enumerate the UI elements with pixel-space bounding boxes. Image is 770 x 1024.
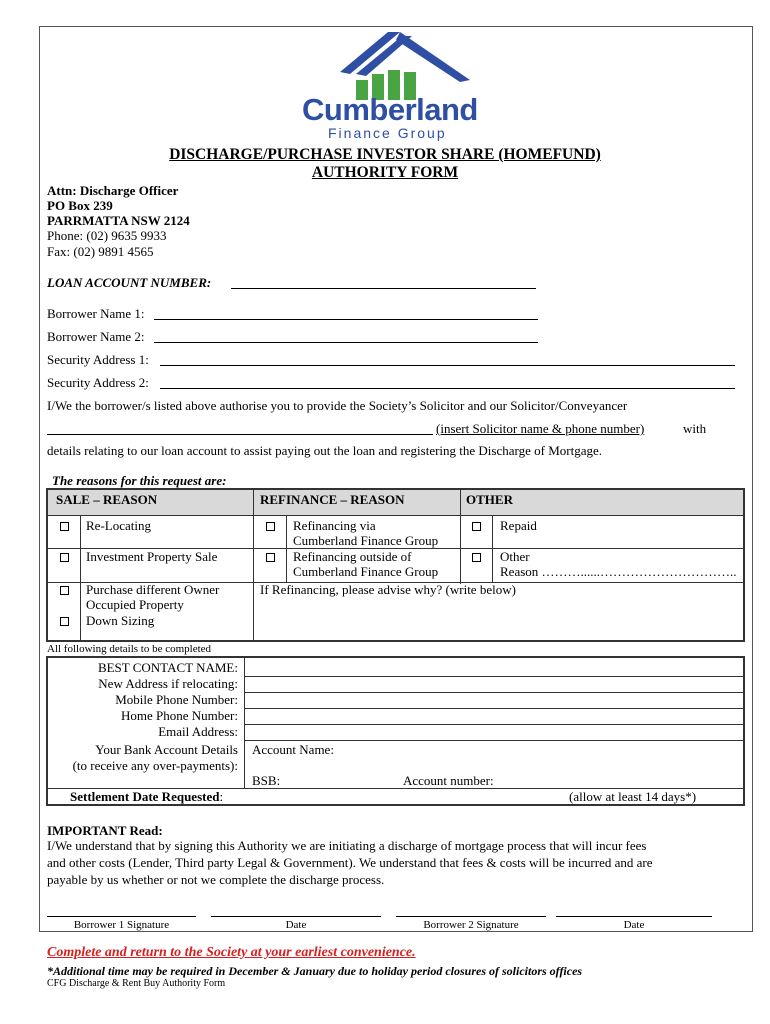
overpayment-label: (to receive any over-payments):	[72, 758, 238, 773]
other-label: Other	[500, 549, 530, 564]
fax-line: Fax: (02) 9891 4565	[47, 244, 154, 259]
other-repaid: Repaid	[500, 518, 537, 533]
mobile-input[interactable]	[246, 693, 742, 707]
new-address-label: New Address if relocating:	[98, 676, 238, 691]
refi-via-2: Cumberland Finance Group	[293, 533, 439, 548]
borrower1-label: Borrower Name 1:	[47, 306, 145, 321]
sig2-label: Borrower 2 Signature	[423, 919, 519, 931]
contact-note: All following details to be completed	[47, 643, 212, 655]
bank-account-label: Your Bank Account Details	[95, 742, 238, 757]
insert-note: (insert Solicitor name & phone number)	[436, 421, 645, 436]
borrower2-label: Borrower Name 2:	[47, 329, 145, 344]
logo-subname: Finance Group	[328, 125, 447, 141]
new-address-input[interactable]	[246, 677, 742, 691]
complete-notice: Complete and return to the Society at your earliest convenience.	[47, 945, 416, 960]
loan-account-input[interactable]	[231, 288, 536, 289]
best-contact-label: BEST CONTACT NAME:	[97, 660, 238, 675]
sale-relocating: Re-Locating	[86, 518, 151, 533]
date1-line[interactable]	[211, 916, 381, 917]
other-reason: Reason ………......…………………………..	[500, 564, 737, 579]
authorise-line3: details relating to our loan account to assist paying out the loan and registering the Discharge of Mortgage.	[47, 443, 603, 458]
security1-label: Security Address 1:	[47, 352, 149, 367]
relocating-checkbox[interactable]	[60, 522, 69, 531]
refi-outside-checkbox[interactable]	[266, 553, 275, 562]
important-line2: and other costs (Lender, Third party Legal & Government). We understand that fees & costs will be incurred and are	[47, 855, 653, 870]
refi-outside: Refinancing outside of	[293, 549, 412, 564]
other-checkbox[interactable]	[472, 553, 481, 562]
purchase-owner-checkbox[interactable]	[60, 586, 69, 595]
repaid-checkbox[interactable]	[472, 522, 481, 531]
email-input[interactable]	[246, 725, 742, 739]
city-line: PARRMATTA NSW 2124	[47, 213, 190, 228]
settlement-text: Settlement Date Requested	[70, 789, 220, 804]
mobile-label: Mobile Phone Number:	[115, 692, 238, 707]
security2-input[interactable]	[160, 388, 735, 389]
important-line3: payable by us whether or not we complete the discharge process.	[47, 872, 385, 887]
authorise-line1: I/We the borrower/s listed above authorise you to provide the Society’s Solicitor and our Solicitor/Conveyancer	[47, 398, 628, 413]
reasons-intro: The reasons for this request are:	[52, 473, 227, 488]
date2-label: Date	[623, 919, 645, 931]
settlement-label	[70, 789, 223, 804]
form-code: CFG Discharge & Rent Buy Authority Form	[47, 978, 226, 989]
sale-downsizing: Down Sizing	[86, 613, 155, 628]
security2-label: Security Address 2:	[47, 375, 149, 390]
page-title: DISCHARGE/PURCHASE INVESTOR SHARE (HOMEFUND)	[169, 146, 601, 163]
borrower2-input[interactable]	[154, 342, 538, 343]
downsizing-checkbox[interactable]	[60, 617, 69, 626]
date1-label: Date	[285, 919, 307, 931]
phone-line: Phone: (02) 9635 9933	[47, 228, 167, 243]
important-heading: IMPORTANT Read:	[47, 823, 163, 838]
additional-time-note: *Additional time may be required in December & January due to holiday period closures of solicitors offices	[47, 964, 583, 978]
loan-account-label: LOAN ACCOUNT NUMBER:	[47, 275, 212, 290]
home-phone-label: Home Phone Number:	[121, 708, 238, 723]
refi-via-checkbox[interactable]	[266, 522, 275, 531]
sale-purchase: Purchase different Owner	[86, 582, 220, 597]
reasons-table	[46, 488, 745, 642]
allow-note[interactable]: (allow at least 14 days*)	[569, 789, 697, 804]
account-name-label[interactable]: Account Name:	[252, 742, 334, 757]
settlement-colon: :	[219, 789, 224, 804]
bsb-label[interactable]: BSB:	[252, 773, 281, 788]
logo-name: Cumberland	[302, 92, 478, 127]
solicitor-input[interactable]	[47, 434, 433, 435]
home-phone-input[interactable]	[246, 709, 742, 723]
email-label: Email Address:	[158, 724, 238, 739]
sale-header: SALE – REASON	[56, 492, 158, 507]
contact-table	[46, 656, 745, 806]
borrower1-input[interactable]	[154, 319, 538, 320]
other-header: OTHER	[466, 492, 513, 507]
account-number-label[interactable]: Account number:	[403, 773, 494, 788]
date2-line[interactable]	[556, 916, 712, 917]
sig1-label: Borrower 1 Signature	[73, 919, 170, 931]
refi-via: Refinancing via	[293, 518, 376, 533]
company-logo	[300, 28, 496, 140]
security1-input[interactable]	[160, 365, 735, 366]
sale-investment: Investment Property Sale	[86, 549, 218, 564]
with-text: with	[683, 421, 707, 436]
refi-advise: If Refinancing, please advise why? (write below)	[260, 582, 516, 597]
sig2-line[interactable]	[396, 916, 546, 917]
refi-outside-2: Cumberland Finance Group	[293, 564, 439, 579]
page-subtitle: AUTHORITY FORM	[311, 164, 459, 181]
attn-line: Attn: Discharge Officer	[47, 183, 179, 198]
po-box: PO Box 239	[47, 198, 113, 213]
investment-sale-checkbox[interactable]	[60, 553, 69, 562]
refinance-header: REFINANCE – REASON	[260, 492, 405, 507]
sig1-line[interactable]	[47, 916, 196, 917]
best-contact-input[interactable]	[246, 659, 742, 675]
sale-purchase-2: Occupied Property	[86, 597, 184, 612]
important-line1: I/We understand that by signing this Authority we are initiating a discharge of mortgage process that will incur fees	[47, 838, 647, 853]
